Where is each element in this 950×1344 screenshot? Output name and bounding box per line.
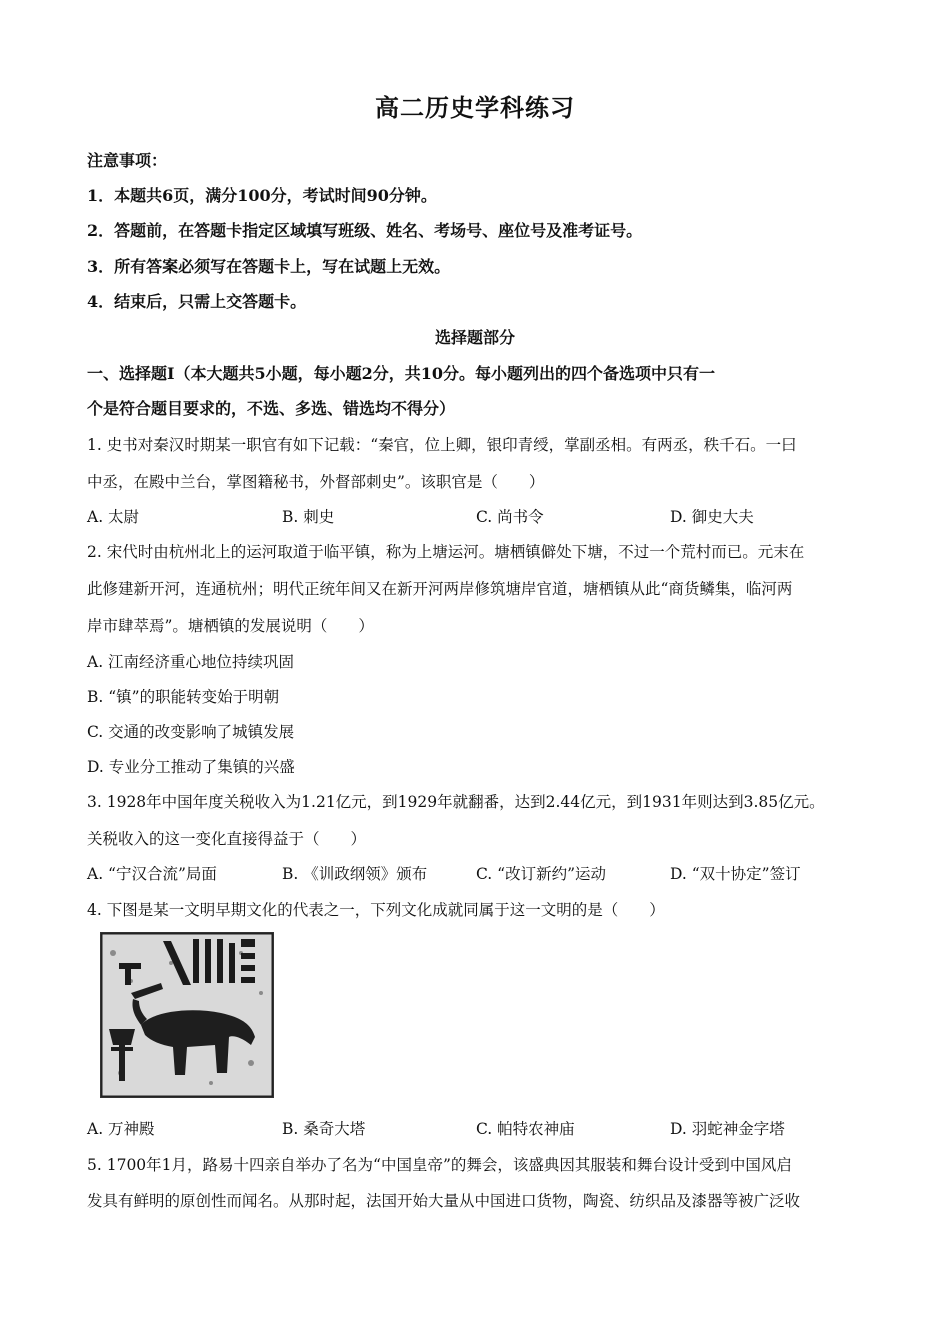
question-2-option-d: D. 专业分工推动了集镇的兴盛 <box>87 758 295 776</box>
question-3-option-a: A. “宁汉合流”局面 <box>87 865 217 883</box>
question-2-option-c: C. 交通的改变影响了城镇发展 <box>87 723 295 741</box>
question-2-option-a: A. 江南经济重心地位持续巩固 <box>87 653 295 671</box>
notice-item: 1．本题共6页，满分100分，考试时间90分钟。 <box>87 186 437 205</box>
question-2-text: 此修建新开河，连通杭州；明代正统年间又在新开河两岸修筑塘岸官道，塘栖镇从此“商货鳞集，临河两 <box>87 580 793 598</box>
notice-heading: 注意事项： <box>87 151 168 170</box>
page-title: 高二历史学科练习 <box>375 93 575 122</box>
part-heading: 个是符合题目要求的，不选、多选、错选均不得分） <box>87 399 456 418</box>
question-1-option-d: D. 御史大夫 <box>670 508 754 526</box>
question-4-option-d: D. 羽蛇神金字塔 <box>670 1120 785 1138</box>
question-3-option-b: B. 《训政纲领》颁布 <box>282 865 428 883</box>
question-4-text: 4. 下图是某一文明早期文化的代表之一，下列文化成就同属于这一文明的是（ ） <box>87 901 665 919</box>
question-5-text: 发具有鲜明的原创性而闻名。从那时起，法国开始大量从中国进口货物，陶瓷、纺织品及漆器等被广泛收 <box>87 1192 801 1210</box>
notice-item: 4．结束后，只需上交答题卡。 <box>87 292 307 311</box>
question-2-option-b: B. “镇”的职能转变始于明朝 <box>87 688 280 706</box>
question-4-option-b: B. 桑奇大塔 <box>282 1120 366 1138</box>
question-3-option-c: C. “改订新约”运动 <box>476 865 607 883</box>
question-2-text: 2. 宋代时由杭州北上的运河取道于临平镇，称为上塘运河。塘栖镇僻处下塘，不过一个荒村而已。元末在 <box>87 543 805 561</box>
question-1-text: 1. 史书对秦汉时期某一职官有如下记载：“秦官，位上卿，银印青绶，掌副丞相。有两丞，秩千石。一曰 <box>87 436 797 454</box>
question-4-option-a: A. 万神殿 <box>87 1120 155 1138</box>
question-2-text: 岸市肆萃焉”。塘栖镇的发展说明（ ） <box>87 617 374 635</box>
question-1-text: 中丞，在殿中兰台，掌图籍秘书，外督部刺史”。该职官是（ ） <box>87 473 545 491</box>
part-heading: 一、选择题Ⅰ（本大题共5小题，每小题2分，共10分。每小题列出的四个备选项中只有一 <box>87 364 716 383</box>
section-title: 选择题部分 <box>434 328 515 347</box>
notice-item: 3．所有答案必须写在答题卡上，写在试题上无效。 <box>87 257 451 276</box>
seal-relief-image <box>100 932 274 1098</box>
question-1-option-a: A. 太尉 <box>87 508 140 526</box>
question-1-option-c: C. 尚书令 <box>476 508 544 526</box>
notice-item: 2．答题前，在答题卡指定区域填写班级、姓名、考场号、座位号及准考证号。 <box>87 221 643 240</box>
question-5-text: 5. 1700年1月，路易十四亲自举办了名为“中国皇帝”的舞会，该盛典因其服装和舞台设计受到中国风启 <box>87 1156 792 1174</box>
question-3-text: 关税收入的这一变化直接得益于（ ） <box>87 830 367 848</box>
question-1-option-b: B. 刺史 <box>282 508 335 526</box>
question-3-option-d: D. “双十协定”签订 <box>670 865 801 883</box>
question-3-text: 3. 1928年中国年度关税收入为1.21亿元，到1929年就翻番，达到2.44亿元，到1931年则达到3.85亿元。 <box>87 793 825 811</box>
question-4-option-c: C. 帕特农神庙 <box>476 1120 575 1138</box>
